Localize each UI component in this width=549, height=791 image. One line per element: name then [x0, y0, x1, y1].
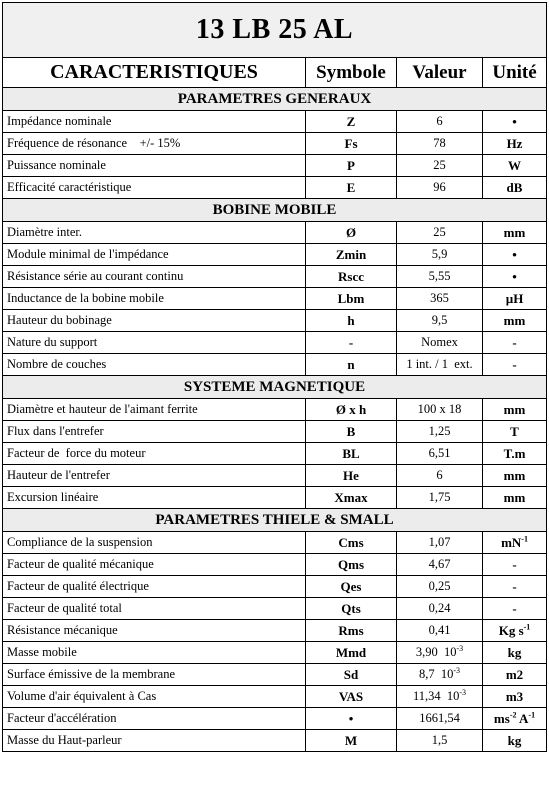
- parameter-symbol: [306, 222, 397, 244]
- table-row: [3, 288, 547, 310]
- parameter-value-text: 5,55: [428, 269, 451, 283]
- section-header-row: [3, 88, 547, 111]
- parameter-label: [3, 266, 306, 288]
- parameter-unit-text: mm: [503, 401, 526, 417]
- parameter-value-text: 4,67: [428, 557, 451, 571]
- spec-table: [2, 2, 547, 752]
- table-row: [3, 310, 547, 332]
- parameter-symbol-text: VAS: [338, 688, 364, 704]
- parameter-unit: [483, 421, 547, 443]
- parameter-unit: [483, 487, 547, 509]
- parameter-symbol: [306, 288, 397, 310]
- parameter-unit-text: mm: [503, 489, 526, 505]
- parameter-symbol: [306, 642, 397, 664]
- parameter-label-text: Inductance de la bobine mobile: [7, 291, 164, 305]
- parameter-value-text: 0,25: [428, 579, 451, 593]
- parameter-symbol: [306, 686, 397, 708]
- parameter-symbol: [306, 332, 397, 354]
- parameter-label: [3, 465, 306, 487]
- parameter-label: [3, 332, 306, 354]
- parameter-label: [3, 532, 306, 554]
- parameter-symbol: [306, 266, 397, 288]
- parameter-value-text: 1661,54: [419, 711, 460, 725]
- parameter-symbol: [306, 111, 397, 133]
- parameter-unit-text: m3: [505, 688, 524, 704]
- section-header-row: [3, 199, 547, 222]
- parameter-unit-text: m2: [505, 666, 524, 682]
- table-row: [3, 620, 547, 642]
- parameter-value: [397, 730, 483, 752]
- parameter-label: [3, 686, 306, 708]
- parameter-symbol: [306, 465, 397, 487]
- parameter-symbol: [306, 177, 397, 199]
- parameter-unit: [483, 354, 547, 376]
- parameter-symbol-text: Lbm: [337, 290, 365, 306]
- parameter-unit-text: Kg s: [498, 622, 524, 638]
- parameter-value: [397, 443, 483, 465]
- parameter-unit-text: -: [512, 578, 517, 594]
- parameter-value: [397, 686, 483, 708]
- parameter-symbol: [306, 598, 397, 620]
- parameter-value-text: 9,5: [431, 313, 448, 327]
- parameter-symbol-text: E: [346, 179, 356, 195]
- table-row: [3, 244, 547, 266]
- parameter-unit-text: -: [512, 600, 517, 616]
- parameter-unit: [483, 111, 547, 133]
- parameter-symbol-text: n: [347, 356, 355, 372]
- parameter-symbol-text: Qes: [340, 578, 362, 594]
- parameter-unit: [483, 443, 547, 465]
- parameter-value-text: 25: [433, 158, 446, 172]
- parameter-unit-tail: A: [516, 710, 529, 726]
- parameter-label: [3, 310, 306, 332]
- parameter-unit-text: Hz: [506, 135, 523, 151]
- parameter-symbol: [306, 310, 397, 332]
- table-row: [3, 598, 547, 620]
- parameter-symbol: [306, 354, 397, 376]
- parameter-unit: [483, 266, 547, 288]
- spec-sheet: [2, 2, 546, 752]
- page-title: 13 LB 25 AL: [3, 3, 547, 58]
- parameter-symbol-text: He: [343, 467, 359, 483]
- parameter-symbol-text: h: [347, 312, 355, 328]
- parameter-unit-text: mN: [501, 534, 522, 550]
- parameter-label: [3, 708, 306, 730]
- parameter-label-text: Hauteur de l'entrefer: [7, 468, 110, 482]
- parameter-unit: [483, 310, 547, 332]
- parameter-symbol: [306, 399, 397, 421]
- parameter-unit: [483, 155, 547, 177]
- parameter-label-text: Masse du Haut-parleur: [7, 733, 122, 747]
- parameter-unit: [483, 708, 547, 730]
- parameter-symbol: [306, 443, 397, 465]
- parameter-label-text: Flux dans l'entrefer: [7, 424, 104, 438]
- parameter-unit-text: dB: [506, 179, 523, 195]
- parameter-value: [397, 598, 483, 620]
- parameter-symbol-text: M: [344, 732, 358, 748]
- parameter-value: [397, 664, 483, 686]
- parameter-value-exponent: -3: [459, 687, 467, 697]
- parameter-label-text: Masse mobile: [7, 645, 77, 659]
- parameter-unit: [483, 133, 547, 155]
- table-row: [3, 708, 547, 730]
- parameter-unit-tail-exponent: -1: [528, 710, 536, 720]
- parameter-value: [397, 332, 483, 354]
- parameter-value: [397, 288, 483, 310]
- table-row: [3, 133, 547, 155]
- parameter-symbol: [306, 133, 397, 155]
- parameter-value: [397, 642, 483, 664]
- parameter-symbol: [306, 576, 397, 598]
- parameter-symbol-text: Zmin: [335, 246, 367, 262]
- parameter-label: [3, 288, 306, 310]
- parameter-value: [397, 133, 483, 155]
- parameter-unit-text: µH: [505, 290, 524, 306]
- section-title: BOBINE MOBILE: [3, 199, 547, 222]
- section-header-row: [3, 509, 547, 532]
- parameter-label: [3, 664, 306, 686]
- parameter-label-text: Facteur de qualité total: [7, 601, 122, 615]
- parameter-label-text: Facteur de force du moteur: [7, 446, 146, 460]
- parameter-value: [397, 554, 483, 576]
- parameter-value-text: 1 int. / 1 ext.: [406, 357, 473, 371]
- parameter-value: [397, 465, 483, 487]
- parameter-value-text: 25: [433, 225, 446, 239]
- parameter-value-text: 1,07: [428, 535, 451, 549]
- parameter-value-text: 6: [436, 114, 443, 128]
- parameter-value-text: 0,41: [428, 623, 451, 637]
- header-valeur: Valeur: [397, 58, 483, 88]
- table-row: [3, 465, 547, 487]
- parameter-label-text: Puissance nominale: [7, 158, 106, 172]
- parameter-unit: [483, 222, 547, 244]
- table-row: [3, 664, 547, 686]
- parameter-value: [397, 399, 483, 421]
- parameter-unit: [483, 288, 547, 310]
- parameter-unit: [483, 576, 547, 598]
- table-row: [3, 730, 547, 752]
- parameter-label-text: Diamètre inter.: [7, 225, 82, 239]
- table-row: [3, 177, 547, 199]
- parameter-label-text: Excursion linéaire: [7, 490, 99, 504]
- parameter-symbol: [306, 730, 397, 752]
- section-title: PARAMETRES GENERAUX: [3, 88, 547, 111]
- parameter-label-text: Nature du support: [7, 335, 98, 349]
- table-row: [3, 111, 547, 133]
- parameter-unit-text: •: [512, 268, 517, 284]
- parameter-symbol-text: Fs: [344, 135, 358, 151]
- parameter-label-text: Résistance série au courant continu: [7, 269, 184, 283]
- parameter-label-text: Facteur d'accélération: [7, 711, 117, 725]
- parameter-unit-text: mm: [503, 467, 526, 483]
- parameter-label: [3, 598, 306, 620]
- parameter-value: [397, 244, 483, 266]
- parameter-symbol-text: Rms: [338, 622, 364, 638]
- parameter-unit-text: W: [508, 157, 521, 173]
- parameter-label: [3, 222, 306, 244]
- parameter-symbol: [306, 487, 397, 509]
- parameter-value-text: 365: [430, 291, 449, 305]
- parameter-unit: [483, 532, 547, 554]
- parameter-value-text: 11,34 10: [412, 689, 460, 703]
- parameter-symbol-text: •: [348, 710, 354, 726]
- parameter-unit-text: -: [512, 556, 517, 572]
- parameter-symbol: [306, 664, 397, 686]
- parameter-symbol: [306, 421, 397, 443]
- parameter-label-text: Volume d'air équivalent à Cas: [7, 689, 157, 703]
- table-row: [3, 354, 547, 376]
- parameter-symbol: [306, 155, 397, 177]
- parameter-label: [3, 354, 306, 376]
- parameter-label-text: Fréquence de résonance +/- 15%: [7, 136, 181, 150]
- parameter-unit: [483, 332, 547, 354]
- parameter-label: [3, 487, 306, 509]
- parameter-unit: [483, 177, 547, 199]
- parameter-label: [3, 155, 306, 177]
- parameter-symbol: [306, 532, 397, 554]
- parameter-value-text: 78: [433, 136, 446, 150]
- parameter-value-text: 96: [433, 180, 446, 194]
- table-row: [3, 554, 547, 576]
- table-row: [3, 399, 547, 421]
- parameter-value-text: 1,25: [428, 424, 451, 438]
- parameter-value-text: 0,24: [428, 601, 451, 615]
- parameter-value: [397, 354, 483, 376]
- parameter-unit: [483, 620, 547, 642]
- parameter-unit-text: ms: [493, 710, 510, 726]
- table-row: [3, 443, 547, 465]
- parameter-unit-text: -: [512, 356, 517, 372]
- parameter-symbol: [306, 620, 397, 642]
- parameter-symbol-text: B: [346, 423, 356, 439]
- parameter-value-text: 6,51: [428, 446, 451, 460]
- header-caracteristiques: CARACTERISTIQUES: [3, 58, 306, 88]
- header-symbole: Symbole: [306, 58, 397, 88]
- parameter-symbol-text: Ø x h: [335, 401, 367, 417]
- parameter-unit-text: -: [512, 334, 517, 350]
- parameter-value-text: 6: [436, 468, 443, 482]
- parameter-unit: [483, 642, 547, 664]
- table-row: [3, 532, 547, 554]
- parameter-symbol-text: Z: [346, 113, 356, 129]
- parameter-unit-text: T.m: [503, 445, 526, 461]
- parameter-value-exponent: -3: [456, 643, 464, 653]
- parameter-label: [3, 554, 306, 576]
- header-unite: Unité: [483, 58, 547, 88]
- parameter-label: [3, 642, 306, 664]
- parameter-value: [397, 532, 483, 554]
- column-header-row: [3, 58, 547, 88]
- parameter-unit: [483, 686, 547, 708]
- parameter-value: [397, 708, 483, 730]
- section-title: SYSTEME MAGNETIQUE: [3, 376, 547, 399]
- parameter-value: [397, 111, 483, 133]
- parameter-symbol: [306, 708, 397, 730]
- parameter-unit: [483, 399, 547, 421]
- parameter-value: [397, 155, 483, 177]
- parameter-symbol-text: P: [347, 157, 355, 173]
- parameter-label-text: Impédance nominale: [7, 114, 112, 128]
- parameter-value: [397, 620, 483, 642]
- parameter-label-text: Facteur de qualité électrique: [7, 579, 149, 593]
- table-row: [3, 487, 547, 509]
- parameter-label: [3, 111, 306, 133]
- parameter-unit-text: mm: [503, 312, 526, 328]
- table-row: [3, 222, 547, 244]
- parameter-unit-exponent: -1: [523, 622, 531, 632]
- parameter-label-text: Surface émissive de la membrane: [7, 667, 175, 681]
- parameter-symbol-text: BL: [342, 445, 360, 461]
- parameter-label-text: Nombre de couches: [7, 357, 107, 371]
- section-header-row: [3, 376, 547, 399]
- table-row: [3, 332, 547, 354]
- parameter-unit: [483, 554, 547, 576]
- parameter-label-text: Hauteur du bobinage: [7, 313, 112, 327]
- parameter-value-text: 3,90 10: [415, 645, 457, 659]
- table-row: [3, 421, 547, 443]
- parameter-label: [3, 576, 306, 598]
- parameter-label-text: Module minimal de l'impédance: [7, 247, 169, 261]
- parameter-value: [397, 576, 483, 598]
- parameter-unit: [483, 598, 547, 620]
- parameter-label: [3, 421, 306, 443]
- parameter-unit-text: mm: [503, 224, 526, 240]
- table-row: [3, 266, 547, 288]
- parameter-value-text: Nomex: [421, 335, 458, 349]
- parameter-value: [397, 177, 483, 199]
- parameter-symbol-text: Ø: [345, 224, 357, 240]
- section-title: PARAMETRES THIELE & SMALL: [3, 509, 547, 532]
- parameter-symbol-text: Rscc: [338, 268, 364, 284]
- parameter-label: [3, 399, 306, 421]
- parameter-unit: [483, 244, 547, 266]
- parameter-label: [3, 177, 306, 199]
- parameter-unit-text: •: [512, 113, 517, 129]
- table-row: [3, 642, 547, 664]
- parameter-unit-text: kg: [507, 732, 522, 748]
- parameter-value-text: 8,7 10: [418, 667, 454, 681]
- parameter-symbol-text: Sd: [343, 666, 359, 682]
- parameter-symbol-text: Mmd: [335, 644, 367, 660]
- parameter-value: [397, 421, 483, 443]
- parameter-value-text: 5,9: [431, 247, 448, 261]
- parameter-symbol-text: -: [348, 334, 354, 350]
- table-row: [3, 576, 547, 598]
- parameter-value-text: 1,75: [428, 490, 451, 504]
- parameter-symbol-text: Cms: [338, 534, 364, 550]
- parameter-value: [397, 487, 483, 509]
- parameter-label-text: Facteur de qualité mécanique: [7, 557, 154, 571]
- parameter-label: [3, 730, 306, 752]
- parameter-value: [397, 266, 483, 288]
- parameter-value: [397, 222, 483, 244]
- parameter-label: [3, 133, 306, 155]
- parameter-symbol-text: Qms: [338, 556, 364, 572]
- parameter-unit: [483, 465, 547, 487]
- parameter-unit-text: kg: [507, 644, 522, 660]
- parameter-label: [3, 443, 306, 465]
- parameter-unit-text: T: [510, 423, 519, 439]
- parameter-label-text: Diamètre et hauteur de l'aimant ferrite: [7, 402, 198, 416]
- parameter-unit-exponent: -2: [509, 710, 517, 720]
- parameter-value: [397, 310, 483, 332]
- table-row: [3, 155, 547, 177]
- parameter-symbol: [306, 554, 397, 576]
- parameter-label-text: Résistance mécanique: [7, 623, 118, 637]
- parameter-value-text: 1,5: [431, 733, 448, 747]
- parameter-symbol-text: Xmax: [334, 489, 368, 505]
- parameter-unit: [483, 730, 547, 752]
- parameter-unit-exponent: -1: [521, 534, 528, 544]
- parameter-symbol: [306, 244, 397, 266]
- parameter-label: [3, 620, 306, 642]
- parameter-value-text: 100 x 18: [417, 402, 462, 416]
- parameter-symbol-text: Qts: [341, 600, 361, 616]
- parameter-value-exponent: -3: [453, 665, 461, 675]
- parameter-label-text: Compliance de la suspension: [7, 535, 153, 549]
- parameter-label-text: Efficacité caractéristique: [7, 180, 132, 194]
- parameter-unit-text: •: [512, 246, 517, 262]
- parameter-unit: [483, 664, 547, 686]
- parameter-label: [3, 244, 306, 266]
- table-row: [3, 686, 547, 708]
